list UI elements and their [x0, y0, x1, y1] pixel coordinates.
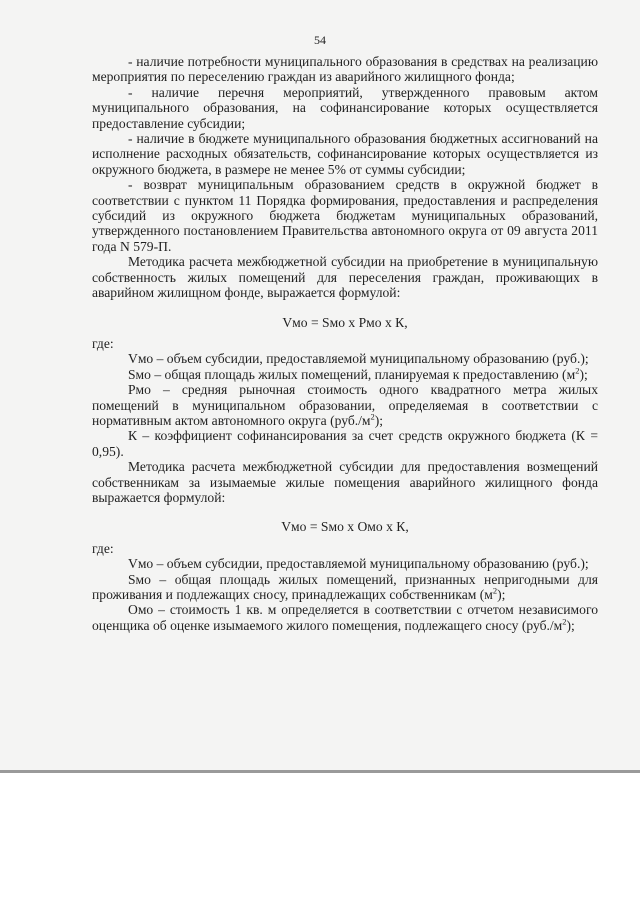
definition-k: К – коэффициент софинансирования за счет средств окружного бюджета (К = 0,95).: [92, 428, 598, 459]
condition-paragraph-refund: - возврат муниципальным образованием средств в окружной бюджет в соответствии с пунктом 11 Порядка формирования, предоставления и распределения субсидий из окружного бюджета бюджетам муниципальных образований, утвержденного постановлением Правительства автономного округа от 09 августа 2011 года N 579-П.: [92, 177, 598, 254]
definition-p: Рмо – средняя рыночная стоимость одного квадратного метра жилых помещений в муниципальном образовании, определяемая в соответствии с нормативным актом автономного округа $(руб./м^2)$;: [92, 382, 598, 428]
document-body: [92, 54, 598, 633]
formula-purchase: Vмо = Sмо x Рмо x К,: [282, 314, 408, 330]
definition-o: Омо – стоимость 1 кв. м определяется в соответствии с отчетом независимого оценщика об оценке изымаемого жилого помещения, подлежащего сносу $(руб./м^2)$;: [92, 602, 598, 633]
definition-v: Vмо – объем субсидии, предоставляемой муниципальному образованию (руб.);: [128, 556, 589, 572]
page-number: 54: [314, 33, 326, 47]
condition-paragraph-need: - наличие потребности муниципального образования в средствах на реализацию мероприятия по переселению граждан из аварийного жилищного фонда;: [92, 54, 598, 85]
definition-s: Sмо – общая площадь жилых помещений, признанных непригодными для проживания и подлежащих сносу, принадлежащих собственникам $(м^2)$;: [92, 571, 598, 602]
where-label: где:: [92, 335, 114, 351]
formula-compensation: Vмо = Sмо x Омо x К,: [281, 519, 409, 535]
definition-s: Sмо – общая площадь жилых помещений, планируемая к предоставлению $(м^2)$;: [128, 365, 588, 382]
definition-v: Vмо – объем субсидии, предоставляемой муниципальному образованию (руб.);: [128, 351, 589, 367]
blank-area: [0, 773, 640, 905]
condition-paragraph-budget: - наличие в бюджете муниципального образования бюджетных ассигнований на исполнение расходных обязательств, софинансирование которых осуществляется из окружного бюджета, в размере не менее 5% от суммы субсидии;: [92, 131, 598, 177]
condition-paragraph-list: - наличие перечня мероприятий, утвержденного правовым актом муниципального образования, на софинансирование которых осуществляется предоставление субсидии;: [92, 84, 598, 131]
method-paragraph-purchase: Методика расчета межбюджетной субсидии на приобретение в муниципальную собственность жилых помещений для переселения граждан, проживающих в аварийном жилищном фонде, выражается формулой:: [92, 254, 598, 301]
method-paragraph-compensation: Методика расчета межбюджетной субсидии для предоставления возмещений собственникам за изымаемые жилые помещения аварийного жилищного фонда выражается формулой:: [92, 459, 598, 505]
where-label: где:: [92, 540, 114, 556]
